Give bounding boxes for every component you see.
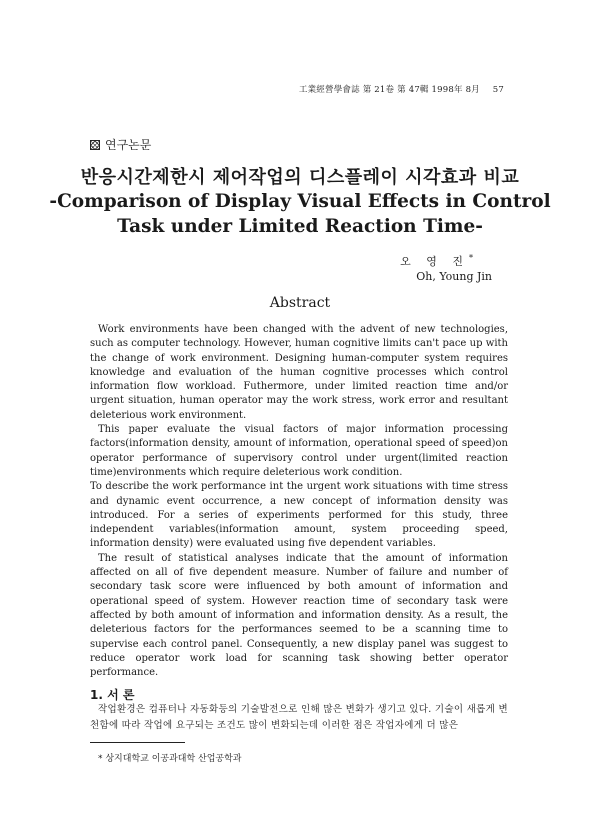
footnote-divider <box>90 742 185 743</box>
section-paragraph: 작업환경은 컴퓨터나 자동화등의 기술발전으로 인해 많은 변화가 생기고 있다. 기술이 새롭게 변천함에 따라 작업에 요구되는 조건도 많이 변화되는데 이러한 점은 작업자에게 더 많은 <box>90 704 508 731</box>
journal-citation: 工業經營學會誌 第 21卷 第 47輯 1998年 8月 <box>298 85 480 95</box>
author-footnote-mark: * <box>469 253 473 263</box>
section-heading: 1. 서 론 <box>90 688 135 702</box>
title-english-line2: Task under Limited Reaction Time- <box>117 216 483 237</box>
category-label: 연구논문 <box>105 138 152 152</box>
abstract-heading: Abstract <box>269 295 331 311</box>
title-english-line1: -Comparison of Display Visual Effects in Control <box>49 191 551 212</box>
running-header <box>299 83 504 95</box>
footnote-affiliation: * 상지대학교 이공과대학 산업공학과 <box>98 754 242 764</box>
abstract-paragraph: This paper evaluate the visual factors of major information processing factors(information density, amount of information, operational speed of speed)on operator performance of supervisory control under urgent(limited reaction time)environments which require deleterious work condition. <box>90 424 508 478</box>
abstract-paragraph: To describe the work performance int the urgent work situations with time stress and dynamic event occurrence, a new concept of information density was introduced. For a series of experiments performed for this study, three independent variables(information amount, system proceeding speed, information density) were evaluated using five dependent variables. <box>90 481 508 550</box>
abstract-body <box>90 323 508 680</box>
author-korean-name: 오 영 진 <box>400 255 469 268</box>
abstract-paragraph: The result of statistical analyses indicate that the amount of information affected on all of five dependent measure. Number of failure and number of secondary task score were influenced by both amount of information and operational speed of system. However reaction time of secondary task were affected by both amount of information and information density. As a result, the deleterious factors for the performances seemed to be a scanning time to supervise each control panel. Consequently, a new display panel was suggest to reduce operator work load for scanning task showing better operator performance. <box>90 552 508 679</box>
section-body <box>90 702 508 734</box>
author-korean <box>400 253 473 269</box>
page-number: 57 <box>492 85 504 95</box>
hatched-box-icon <box>90 140 100 150</box>
author-english: Oh, Young Jin <box>416 270 492 283</box>
title-korean: 반응시간제한시 제어작업의 디스플레이 시각효과 비교 <box>80 167 520 188</box>
article-category <box>90 136 151 153</box>
abstract-paragraph: Work environments have been changed with the advent of new technologies, such as computer technology. However, human cognitive limits can't pace up with the change of work environment. Designing human-computer system requires knowledge and evaluation of the human cognitive processes which control information flow workload. Futhermore, under limited reaction time and/or urgent situation, human operator may the work stress, work error and resultant deleterious work environment. <box>90 324 508 421</box>
